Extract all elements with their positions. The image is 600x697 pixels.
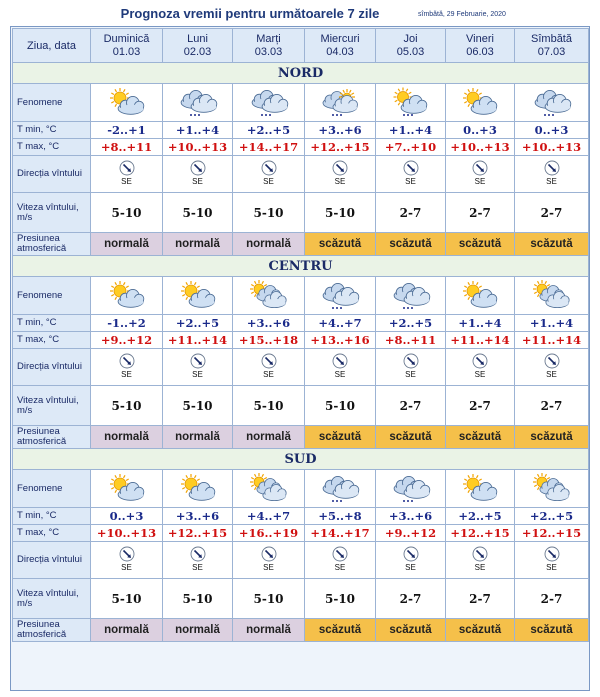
tmin-value: +2..+5 [376, 315, 446, 332]
wind-direction-value: SE [334, 370, 346, 379]
weather-icon [446, 84, 515, 122]
region-row [13, 63, 589, 84]
wind-direction-value: SE [263, 177, 274, 186]
pressure-value: normală [233, 619, 305, 642]
tmin-value: +1..+4 [163, 122, 233, 139]
footer-note [10, 690, 590, 697]
wind-arrow-icon [400, 160, 422, 176]
weather-icon [91, 470, 163, 508]
tmax-value: +9..+12 [376, 525, 446, 542]
tmax-value: +11..+14 [163, 332, 233, 349]
tmax-value: +16..+19 [233, 525, 305, 542]
wind-direction-value: SE [192, 563, 203, 572]
tmax-value: +10..+13 [91, 525, 163, 542]
tmax-value: +7..+10 [376, 139, 446, 156]
wind-speed-value: 2-7 [515, 193, 589, 233]
pressure-value: scăzută [515, 426, 589, 449]
wind-arrow-icon [187, 546, 209, 562]
pressure-value: scăzută [376, 426, 446, 449]
weather-icon [446, 470, 515, 508]
region-name: SUD [13, 449, 589, 470]
wind-direction [233, 542, 305, 579]
tmin-row [13, 122, 589, 139]
wind-speed-value: 2-7 [376, 386, 446, 426]
wind-speed-value: 5-10 [163, 579, 233, 619]
tmin-label: T min, °C [13, 315, 91, 332]
tmax-row [13, 525, 589, 542]
tmin-label: T min, °C [13, 508, 91, 525]
wind-speed-value: 5-10 [163, 193, 233, 233]
pressure-value: normală [233, 233, 305, 256]
pressure-value: normală [91, 426, 163, 449]
wind-arrow-icon [329, 546, 351, 562]
wind-direction-value: SE [263, 563, 274, 572]
wind-direction-value: SE [546, 177, 557, 186]
tmax-value: +10..+13 [515, 139, 589, 156]
wind-speed-value: 5-10 [233, 386, 305, 426]
wind-arrow-icon [469, 353, 491, 369]
wind-direction [91, 156, 163, 193]
day-date: 05.03 [396, 45, 425, 58]
wind-direction-value: SE [474, 370, 486, 379]
page-title: Prognoza vremii pentru următoarele 7 zile [120, 6, 380, 21]
tmin-value: +3..+6 [305, 122, 376, 139]
tmax-value: +10..+13 [163, 139, 233, 156]
wind-direction-value: SE [263, 370, 274, 379]
wind-direction-value: SE [334, 177, 346, 186]
weather-icon [376, 470, 446, 508]
wind-speed-value: 5-10 [305, 579, 376, 619]
wind-direction-value: SE [121, 177, 132, 186]
tmax-value: +8..+11 [91, 139, 163, 156]
tmax-value: +13..+16 [305, 332, 376, 349]
tmin-value: 0..+3 [515, 122, 589, 139]
forecast-frame [10, 26, 590, 691]
wind-direction-value: SE [121, 370, 132, 379]
weather-icon [91, 277, 163, 315]
tmin-value: +3..+6 [233, 315, 305, 332]
tmax-value: +9..+12 [91, 332, 163, 349]
wind-direction [446, 156, 515, 193]
phenomena-row [13, 277, 589, 315]
wind-direction-value: SE [405, 370, 416, 379]
tmax-value: +8..+11 [376, 332, 446, 349]
weather-icon [163, 470, 233, 508]
weather-icon [446, 277, 515, 315]
wind-arrow-icon [258, 160, 280, 176]
pressure-value: normală [91, 233, 163, 256]
pressure-value: scăzută [446, 233, 515, 256]
wind-arrow-icon [541, 353, 563, 369]
wind-direction [91, 349, 163, 386]
wind-direction [163, 542, 233, 579]
pressure-row [13, 233, 589, 256]
wind-direction [305, 156, 376, 193]
weather-icon [163, 84, 233, 122]
pressure-value: scăzută [305, 233, 376, 256]
tmin-value: +4..+7 [233, 508, 305, 525]
wind-direction [233, 349, 305, 386]
wind-direction-value: SE [334, 563, 346, 572]
phenomena-label: Fenomene [13, 277, 91, 315]
wind-speed-value: 5-10 [233, 579, 305, 619]
wind-direction [376, 542, 446, 579]
tmin-value: +1..+4 [446, 315, 515, 332]
wind-direction-value: SE [546, 370, 557, 379]
tmax-row [13, 139, 589, 156]
wind-arrow-icon [187, 353, 209, 369]
tmin-value: +1..+4 [376, 122, 446, 139]
wind-speed-value: 2-7 [446, 193, 515, 233]
tmin-row [13, 315, 589, 332]
day-header [233, 29, 305, 63]
tmin-value: -2..+1 [91, 122, 163, 139]
pressure-row [13, 426, 589, 449]
day-name: Vineri [466, 32, 494, 45]
pressure-value: scăzută [376, 619, 446, 642]
tmax-value: +12..+15 [305, 139, 376, 156]
tmax-value: +12..+15 [515, 525, 589, 542]
wind-arrow-icon [400, 353, 422, 369]
wind-speed-label: Viteza vîntului, m/s [13, 193, 91, 233]
weather-icon [91, 84, 163, 122]
pressure-value: normală [233, 426, 305, 449]
wind-arrow-icon [329, 160, 351, 176]
day-date: 04.03 [326, 45, 354, 58]
wind-direction [446, 349, 515, 386]
wind-speed-value: 2-7 [376, 579, 446, 619]
tmax-value: +14..+17 [305, 525, 376, 542]
wind-speed-value: 5-10 [91, 579, 163, 619]
pressure-value: normală [91, 619, 163, 642]
day-header [515, 29, 589, 63]
day-name: Luni [187, 32, 208, 45]
wind-direction [515, 156, 589, 193]
wind-speed-value: 2-7 [446, 579, 515, 619]
wind-direction [515, 542, 589, 579]
wind-arrow-icon [541, 160, 563, 176]
tmax-value: +12..+15 [446, 525, 515, 542]
pressure-value: scăzută [305, 426, 376, 449]
pressure-value: scăzută [305, 619, 376, 642]
day-name: Miercuri [320, 32, 360, 45]
wind-speed-row [13, 386, 589, 426]
phenomena-label: Fenomene [13, 470, 91, 508]
pressure-value: normală [163, 426, 233, 449]
header-row [13, 29, 589, 63]
wind-direction [163, 156, 233, 193]
wind-speed-value: 5-10 [163, 386, 233, 426]
wind-arrow-icon [116, 353, 138, 369]
wind-speed-label: Viteza vîntului, m/s [13, 386, 91, 426]
weather-icon [233, 277, 305, 315]
wind-arrow-icon [329, 353, 351, 369]
weather-icon [305, 84, 376, 122]
wind-arrow-icon [258, 353, 280, 369]
wind-direction-value: SE [546, 563, 557, 572]
day-date: 02.03 [183, 45, 212, 58]
day-date: 07.03 [537, 45, 566, 58]
tmin-value: -1..+2 [91, 315, 163, 332]
tmax-value: +15..+18 [233, 332, 305, 349]
wind-direction-value: SE [405, 177, 416, 186]
phenomena-label: Fenomene [13, 84, 91, 122]
wind-speed-value: 2-7 [515, 579, 589, 619]
wind-direction-label: Direcția vîntului [13, 349, 91, 386]
tmax-value: +11..+14 [515, 332, 589, 349]
tmin-value: 0..+3 [91, 508, 163, 525]
wind-direction-row [13, 156, 589, 193]
region-name: NORD [13, 63, 589, 84]
day-name: Joi [403, 32, 418, 45]
pressure-row [13, 619, 589, 642]
tmin-value: +4..+7 [305, 315, 376, 332]
wind-direction-value: SE [192, 177, 203, 186]
tmax-value: +10..+13 [446, 139, 515, 156]
wind-speed-value: 2-7 [515, 386, 589, 426]
day-date-header: Ziua, data [13, 29, 91, 63]
wind-direction-value: SE [192, 370, 203, 379]
wind-direction-row [13, 542, 589, 579]
wind-direction-label: Direcția vîntului [13, 156, 91, 193]
wind-direction-value: SE [474, 563, 486, 572]
wind-direction-row [13, 349, 589, 386]
tmax-label: T max, °C [13, 332, 91, 349]
wind-direction [305, 542, 376, 579]
pressure-value: normală [163, 233, 233, 256]
wind-speed-value: 2-7 [376, 193, 446, 233]
tmax-value: +12..+15 [163, 525, 233, 542]
tmax-value: +14..+17 [233, 139, 305, 156]
region-row [13, 256, 589, 277]
wind-speed-label: Viteza vîntului, m/s [13, 579, 91, 619]
weather-icon [305, 470, 376, 508]
weather-icon [515, 84, 589, 122]
tmin-value: +1..+4 [515, 315, 589, 332]
weather-icon [163, 277, 233, 315]
day-header [163, 29, 233, 63]
wind-arrow-icon [541, 546, 563, 562]
wind-speed-value: 5-10 [91, 386, 163, 426]
pressure-label: Presiunea atmosferică [13, 233, 91, 256]
pressure-value: scăzută [515, 233, 589, 256]
tmax-label: T max, °C [13, 525, 91, 542]
day-header [376, 29, 446, 63]
wind-direction [305, 349, 376, 386]
wind-direction [91, 542, 163, 579]
day-name: Marți [256, 32, 281, 45]
region-row [13, 449, 589, 470]
wind-arrow-icon [116, 160, 138, 176]
day-date: 01.03 [112, 45, 141, 58]
pressure-value: scăzută [515, 619, 589, 642]
weather-icon [515, 277, 589, 315]
day-header [305, 29, 376, 63]
day-header [446, 29, 515, 63]
wind-direction [376, 349, 446, 386]
wind-direction [233, 156, 305, 193]
forecast-table [12, 28, 589, 642]
tmin-value: +3..+6 [376, 508, 446, 525]
day-date: 06.03 [466, 45, 494, 58]
tmin-row [13, 508, 589, 525]
wind-direction-value: SE [474, 177, 486, 186]
wind-arrow-icon [469, 546, 491, 562]
tmin-label: T min, °C [13, 122, 91, 139]
weather-icon [305, 277, 376, 315]
tmin-value: 0..+3 [446, 122, 515, 139]
tmin-value: +2..+5 [163, 315, 233, 332]
weather-icon [233, 84, 305, 122]
wind-speed-value: 5-10 [233, 193, 305, 233]
wind-direction-value: SE [405, 563, 416, 572]
phenomena-row [13, 84, 589, 122]
phenomena-row [13, 470, 589, 508]
tmin-value: +2..+5 [515, 508, 589, 525]
wind-speed-value: 5-10 [305, 386, 376, 426]
forecast-date: sîmbătă, 29 Februarie, 2020 [418, 11, 506, 18]
wind-arrow-icon [469, 160, 491, 176]
wind-speed-value: 5-10 [91, 193, 163, 233]
tmin-value: +3..+6 [163, 508, 233, 525]
wind-direction [515, 349, 589, 386]
day-header [91, 29, 163, 63]
wind-direction [446, 542, 515, 579]
pressure-label: Presiunea atmosferică [13, 426, 91, 449]
pressure-value: scăzută [446, 426, 515, 449]
wind-direction-value: SE [121, 563, 132, 572]
wind-arrow-icon [187, 160, 209, 176]
wind-speed-value: 5-10 [305, 193, 376, 233]
pressure-value: normală [163, 619, 233, 642]
weather-icon [233, 470, 305, 508]
pressure-label: Presiunea atmosferică [13, 619, 91, 642]
day-name: Duminică [103, 32, 150, 45]
wind-speed-value: 2-7 [446, 386, 515, 426]
day-date: 03.03 [254, 45, 283, 58]
tmin-value: +2..+5 [233, 122, 305, 139]
tmax-label: T max, °C [13, 139, 91, 156]
tmin-value: +5..+8 [305, 508, 376, 525]
wind-arrow-icon [258, 546, 280, 562]
wind-arrow-icon [400, 546, 422, 562]
wind-direction [376, 156, 446, 193]
wind-direction [163, 349, 233, 386]
weather-icon [515, 470, 589, 508]
pressure-value: scăzută [446, 619, 515, 642]
weather-icon [376, 84, 446, 122]
wind-arrow-icon [116, 546, 138, 562]
pressure-value: scăzută [376, 233, 446, 256]
tmax-row [13, 332, 589, 349]
weather-icon [376, 277, 446, 315]
region-name: CENTRU [13, 256, 589, 277]
tmax-value: +11..+14 [446, 332, 515, 349]
wind-direction-label: Direcția vîntului [13, 542, 91, 579]
tmin-value: +2..+5 [446, 508, 515, 525]
wind-speed-row [13, 579, 589, 619]
wind-speed-row [13, 193, 589, 233]
day-name: Sîmbătă [531, 32, 572, 45]
